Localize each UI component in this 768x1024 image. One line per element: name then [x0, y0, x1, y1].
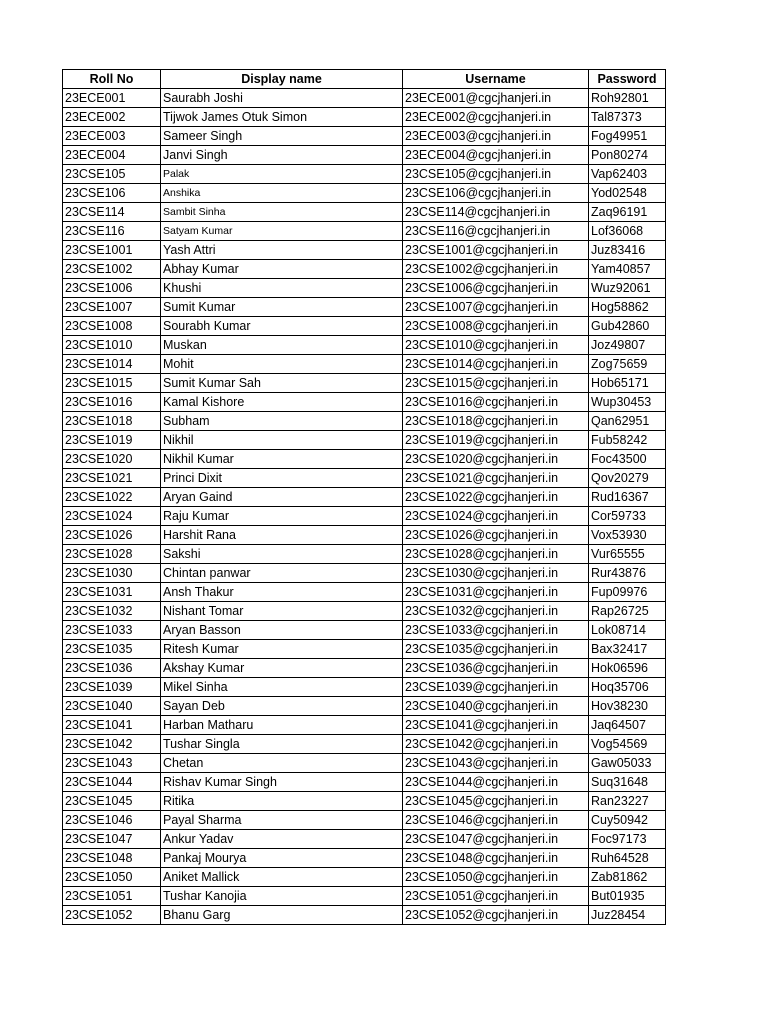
password-cell: Hok06596	[589, 659, 666, 678]
display-name-cell: Sayan Deb	[161, 697, 403, 716]
username-cell: 23ECE002@cgcjhanjeri.in	[403, 108, 589, 127]
header-display-name: Display name	[161, 70, 403, 89]
display-name-cell: Satyam Kumar	[161, 222, 403, 241]
display-name-cell: Sameer Singh	[161, 127, 403, 146]
roll-no-cell: 23CSE1002	[63, 260, 161, 279]
roll-no-cell: 23CSE114	[63, 203, 161, 222]
password-cell: Cuy50942	[589, 811, 666, 830]
password-cell: Yam40857	[589, 260, 666, 279]
password-cell: Wuz92061	[589, 279, 666, 298]
display-name-cell: Pankaj Mourya	[161, 849, 403, 868]
roll-no-cell: 23CSE1026	[63, 526, 161, 545]
table-row	[63, 906, 666, 925]
password-cell: Cor59733	[589, 507, 666, 526]
roll-no-cell: 23CSE1050	[63, 868, 161, 887]
header-username: Username	[403, 70, 589, 89]
password-cell: Juz83416	[589, 241, 666, 260]
username-cell: 23CSE1050@cgcjhanjeri.in	[403, 868, 589, 887]
display-name-cell: Subham	[161, 412, 403, 431]
password-cell: Rud16367	[589, 488, 666, 507]
table-row	[63, 697, 666, 716]
username-cell: 23CSE1035@cgcjhanjeri.in	[403, 640, 589, 659]
username-cell: 23CSE1024@cgcjhanjeri.in	[403, 507, 589, 526]
username-cell: 23CSE1039@cgcjhanjeri.in	[403, 678, 589, 697]
table-row	[63, 184, 666, 203]
roll-no-cell: 23CSE1043	[63, 754, 161, 773]
table-row	[63, 374, 666, 393]
display-name-cell: Nishant Tomar	[161, 602, 403, 621]
table-row	[63, 431, 666, 450]
username-cell: 23CSE1015@cgcjhanjeri.in	[403, 374, 589, 393]
table-row	[63, 241, 666, 260]
table-row	[63, 526, 666, 545]
username-cell: 23ECE001@cgcjhanjeri.in	[403, 89, 589, 108]
display-name-cell: Ansh Thakur	[161, 583, 403, 602]
table-body	[63, 89, 666, 925]
password-cell: Qan62951	[589, 412, 666, 431]
table-row	[63, 583, 666, 602]
roll-no-cell: 23CSE116	[63, 222, 161, 241]
roll-no-cell: 23CSE1014	[63, 355, 161, 374]
roll-no-cell: 23CSE1019	[63, 431, 161, 450]
password-cell: Rur43876	[589, 564, 666, 583]
display-name-cell: Mohit	[161, 355, 403, 374]
roll-no-cell: 23CSE1031	[63, 583, 161, 602]
username-cell: 23CSE1048@cgcjhanjeri.in	[403, 849, 589, 868]
roll-no-cell: 23CSE1039	[63, 678, 161, 697]
roll-no-cell: 23CSE1016	[63, 393, 161, 412]
username-cell: 23CSE1008@cgcjhanjeri.in	[403, 317, 589, 336]
display-name-cell: Sourabh Kumar	[161, 317, 403, 336]
display-name-cell: Muskan	[161, 336, 403, 355]
table-row	[63, 412, 666, 431]
table-row	[63, 488, 666, 507]
roll-no-cell: 23CSE1022	[63, 488, 161, 507]
username-cell: 23ECE003@cgcjhanjeri.in	[403, 127, 589, 146]
password-cell: Pon80274	[589, 146, 666, 165]
table-row	[63, 545, 666, 564]
table-row	[63, 659, 666, 678]
password-cell: Lof36068	[589, 222, 666, 241]
display-name-cell: Rishav Kumar Singh	[161, 773, 403, 792]
username-cell: 23CSE1001@cgcjhanjeri.in	[403, 241, 589, 260]
password-cell: Hoq35706	[589, 678, 666, 697]
display-name-cell: Sumit Kumar	[161, 298, 403, 317]
roll-no-cell: 23CSE1045	[63, 792, 161, 811]
username-cell: 23CSE1043@cgcjhanjeri.in	[403, 754, 589, 773]
table-row	[63, 811, 666, 830]
table-row	[63, 773, 666, 792]
roll-no-cell: 23CSE1041	[63, 716, 161, 735]
roll-no-cell: 23CSE1046	[63, 811, 161, 830]
password-cell: Rap26725	[589, 602, 666, 621]
password-cell: Qov20279	[589, 469, 666, 488]
username-cell: 23CSE1044@cgcjhanjeri.in	[403, 773, 589, 792]
table-row	[63, 678, 666, 697]
display-name-cell: Bhanu Garg	[161, 906, 403, 925]
password-cell: Gaw05033	[589, 754, 666, 773]
username-cell: 23CSE1019@cgcjhanjeri.in	[403, 431, 589, 450]
username-cell: 23CSE106@cgcjhanjeri.in	[403, 184, 589, 203]
password-cell: Vap62403	[589, 165, 666, 184]
password-cell: Foc43500	[589, 450, 666, 469]
password-cell: Juz28454	[589, 906, 666, 925]
roll-no-cell: 23CSE1020	[63, 450, 161, 469]
table-row	[63, 621, 666, 640]
password-cell: But01935	[589, 887, 666, 906]
username-cell: 23CSE1033@cgcjhanjeri.in	[403, 621, 589, 640]
table-row	[63, 260, 666, 279]
table-row	[63, 887, 666, 906]
roll-no-cell: 23CSE1032	[63, 602, 161, 621]
password-cell: Foc97173	[589, 830, 666, 849]
display-name-cell: Tushar Kanojia	[161, 887, 403, 906]
display-name-cell: Akshay Kumar	[161, 659, 403, 678]
display-name-cell: Ankur Yadav	[161, 830, 403, 849]
table-row	[63, 222, 666, 241]
display-name-cell: Nikhil	[161, 431, 403, 450]
password-cell: Vox53930	[589, 526, 666, 545]
table-row	[63, 108, 666, 127]
roll-no-cell: 23CSE1035	[63, 640, 161, 659]
roll-no-cell: 23ECE002	[63, 108, 161, 127]
username-cell: 23CSE1031@cgcjhanjeri.in	[403, 583, 589, 602]
table-row	[63, 754, 666, 773]
password-cell: Vur65555	[589, 545, 666, 564]
username-cell: 23CSE1052@cgcjhanjeri.in	[403, 906, 589, 925]
roll-no-cell: 23CSE1051	[63, 887, 161, 906]
table-row	[63, 469, 666, 488]
username-cell: 23CSE1040@cgcjhanjeri.in	[403, 697, 589, 716]
username-cell: 23CSE1020@cgcjhanjeri.in	[403, 450, 589, 469]
table-row	[63, 165, 666, 184]
display-name-cell: Sakshi	[161, 545, 403, 564]
roll-no-cell: 23ECE004	[63, 146, 161, 165]
table-row	[63, 602, 666, 621]
roll-no-cell: 23CSE1047	[63, 830, 161, 849]
username-cell: 23CSE114@cgcjhanjeri.in	[403, 203, 589, 222]
table-row	[63, 564, 666, 583]
roll-no-cell: 23CSE1021	[63, 469, 161, 488]
password-cell: Wup30453	[589, 393, 666, 412]
display-name-cell: Janvi Singh	[161, 146, 403, 165]
credentials-table	[62, 69, 666, 925]
roll-no-cell: 23CSE1001	[63, 241, 161, 260]
display-name-cell: Mikel Sinha	[161, 678, 403, 697]
password-cell: Yod02548	[589, 184, 666, 203]
display-name-cell: Palak	[161, 165, 403, 184]
roll-no-cell: 23CSE106	[63, 184, 161, 203]
table-row	[63, 868, 666, 887]
roll-no-cell: 23CSE1044	[63, 773, 161, 792]
display-name-cell: Sumit Kumar Sah	[161, 374, 403, 393]
password-cell: Hov38230	[589, 697, 666, 716]
display-name-cell: Harshit Rana	[161, 526, 403, 545]
header-password: Password	[589, 70, 666, 89]
username-cell: 23ECE004@cgcjhanjeri.in	[403, 146, 589, 165]
roll-no-cell: 23CSE1007	[63, 298, 161, 317]
table-row	[63, 393, 666, 412]
username-cell: 23CSE1028@cgcjhanjeri.in	[403, 545, 589, 564]
credentials-sheet	[62, 69, 666, 925]
password-cell: Hob65171	[589, 374, 666, 393]
roll-no-cell: 23CSE1008	[63, 317, 161, 336]
password-cell: Suq31648	[589, 773, 666, 792]
table-row	[63, 640, 666, 659]
table-row	[63, 355, 666, 374]
password-cell: Bax32417	[589, 640, 666, 659]
roll-no-cell: 23CSE1010	[63, 336, 161, 355]
roll-no-cell: 23CSE1052	[63, 906, 161, 925]
password-cell: Fup09976	[589, 583, 666, 602]
display-name-cell: Aniket Mallick	[161, 868, 403, 887]
username-cell: 23CSE1051@cgcjhanjeri.in	[403, 887, 589, 906]
roll-no-cell: 23CSE1006	[63, 279, 161, 298]
display-name-cell: Anshika	[161, 184, 403, 203]
password-cell: Lok08714	[589, 621, 666, 640]
display-name-cell: Khushi	[161, 279, 403, 298]
username-cell: 23CSE1041@cgcjhanjeri.in	[403, 716, 589, 735]
display-name-cell: Chetan	[161, 754, 403, 773]
table-row	[63, 830, 666, 849]
display-name-cell: Raju Kumar	[161, 507, 403, 526]
username-cell: 23CSE1014@cgcjhanjeri.in	[403, 355, 589, 374]
username-cell: 23CSE1018@cgcjhanjeri.in	[403, 412, 589, 431]
password-cell: Gub42860	[589, 317, 666, 336]
display-name-cell: Chintan panwar	[161, 564, 403, 583]
username-cell: 23CSE1047@cgcjhanjeri.in	[403, 830, 589, 849]
display-name-cell: Nikhil Kumar	[161, 450, 403, 469]
display-name-cell: Harban Matharu	[161, 716, 403, 735]
username-cell: 23CSE1042@cgcjhanjeri.in	[403, 735, 589, 754]
table-row	[63, 127, 666, 146]
display-name-cell: Kamal Kishore	[161, 393, 403, 412]
table-row	[63, 849, 666, 868]
password-cell: Roh92801	[589, 89, 666, 108]
table-row	[63, 336, 666, 355]
roll-no-cell: 23ECE003	[63, 127, 161, 146]
password-cell: Fog49951	[589, 127, 666, 146]
display-name-cell: Yash Attri	[161, 241, 403, 260]
header-roll-no: Roll No	[63, 70, 161, 89]
password-cell: Fub58242	[589, 431, 666, 450]
roll-no-cell: 23CSE1040	[63, 697, 161, 716]
table-row	[63, 450, 666, 469]
display-name-cell: Tijwok James Otuk Simon	[161, 108, 403, 127]
username-cell: 23CSE116@cgcjhanjeri.in	[403, 222, 589, 241]
roll-no-cell: 23ECE001	[63, 89, 161, 108]
table-row	[63, 89, 666, 108]
table-row	[63, 792, 666, 811]
username-cell: 23CSE1002@cgcjhanjeri.in	[403, 260, 589, 279]
password-cell: Zog75659	[589, 355, 666, 374]
password-cell: Zaq96191	[589, 203, 666, 222]
roll-no-cell: 23CSE1033	[63, 621, 161, 640]
username-cell: 23CSE1016@cgcjhanjeri.in	[403, 393, 589, 412]
password-cell: Jaq64507	[589, 716, 666, 735]
password-cell: Ran23227	[589, 792, 666, 811]
roll-no-cell: 23CSE105	[63, 165, 161, 184]
username-cell: 23CSE105@cgcjhanjeri.in	[403, 165, 589, 184]
roll-no-cell: 23CSE1015	[63, 374, 161, 393]
password-cell: Hog58862	[589, 298, 666, 317]
display-name-cell: Payal Sharma	[161, 811, 403, 830]
username-cell: 23CSE1022@cgcjhanjeri.in	[403, 488, 589, 507]
display-name-cell: Princi Dixit	[161, 469, 403, 488]
display-name-cell: Aryan Gaind	[161, 488, 403, 507]
username-cell: 23CSE1045@cgcjhanjeri.in	[403, 792, 589, 811]
username-cell: 23CSE1007@cgcjhanjeri.in	[403, 298, 589, 317]
username-cell: 23CSE1046@cgcjhanjeri.in	[403, 811, 589, 830]
table-row	[63, 317, 666, 336]
display-name-cell: Ritesh Kumar	[161, 640, 403, 659]
roll-no-cell: 23CSE1036	[63, 659, 161, 678]
display-name-cell: Tushar Singla	[161, 735, 403, 754]
table-row	[63, 735, 666, 754]
display-name-cell: Aryan Basson	[161, 621, 403, 640]
username-cell: 23CSE1026@cgcjhanjeri.in	[403, 526, 589, 545]
username-cell: 23CSE1030@cgcjhanjeri.in	[403, 564, 589, 583]
password-cell: Ruh64528	[589, 849, 666, 868]
username-cell: 23CSE1032@cgcjhanjeri.in	[403, 602, 589, 621]
display-name-cell: Sambit Sinha	[161, 203, 403, 222]
table-row	[63, 716, 666, 735]
username-cell: 23CSE1006@cgcjhanjeri.in	[403, 279, 589, 298]
display-name-cell: Abhay Kumar	[161, 260, 403, 279]
roll-no-cell: 23CSE1018	[63, 412, 161, 431]
table-row	[63, 298, 666, 317]
password-cell: Joz49807	[589, 336, 666, 355]
password-cell: Tal87373	[589, 108, 666, 127]
table-row	[63, 146, 666, 165]
table-row	[63, 203, 666, 222]
display-name-cell: Saurabh Joshi	[161, 89, 403, 108]
roll-no-cell: 23CSE1024	[63, 507, 161, 526]
table-row	[63, 507, 666, 526]
roll-no-cell: 23CSE1048	[63, 849, 161, 868]
username-cell: 23CSE1010@cgcjhanjeri.in	[403, 336, 589, 355]
roll-no-cell: 23CSE1028	[63, 545, 161, 564]
password-cell: Zab81862	[589, 868, 666, 887]
password-cell: Vog54569	[589, 735, 666, 754]
table-row	[63, 279, 666, 298]
roll-no-cell: 23CSE1030	[63, 564, 161, 583]
username-cell: 23CSE1021@cgcjhanjeri.in	[403, 469, 589, 488]
display-name-cell: Ritika	[161, 792, 403, 811]
header-row	[63, 70, 666, 89]
username-cell: 23CSE1036@cgcjhanjeri.in	[403, 659, 589, 678]
roll-no-cell: 23CSE1042	[63, 735, 161, 754]
